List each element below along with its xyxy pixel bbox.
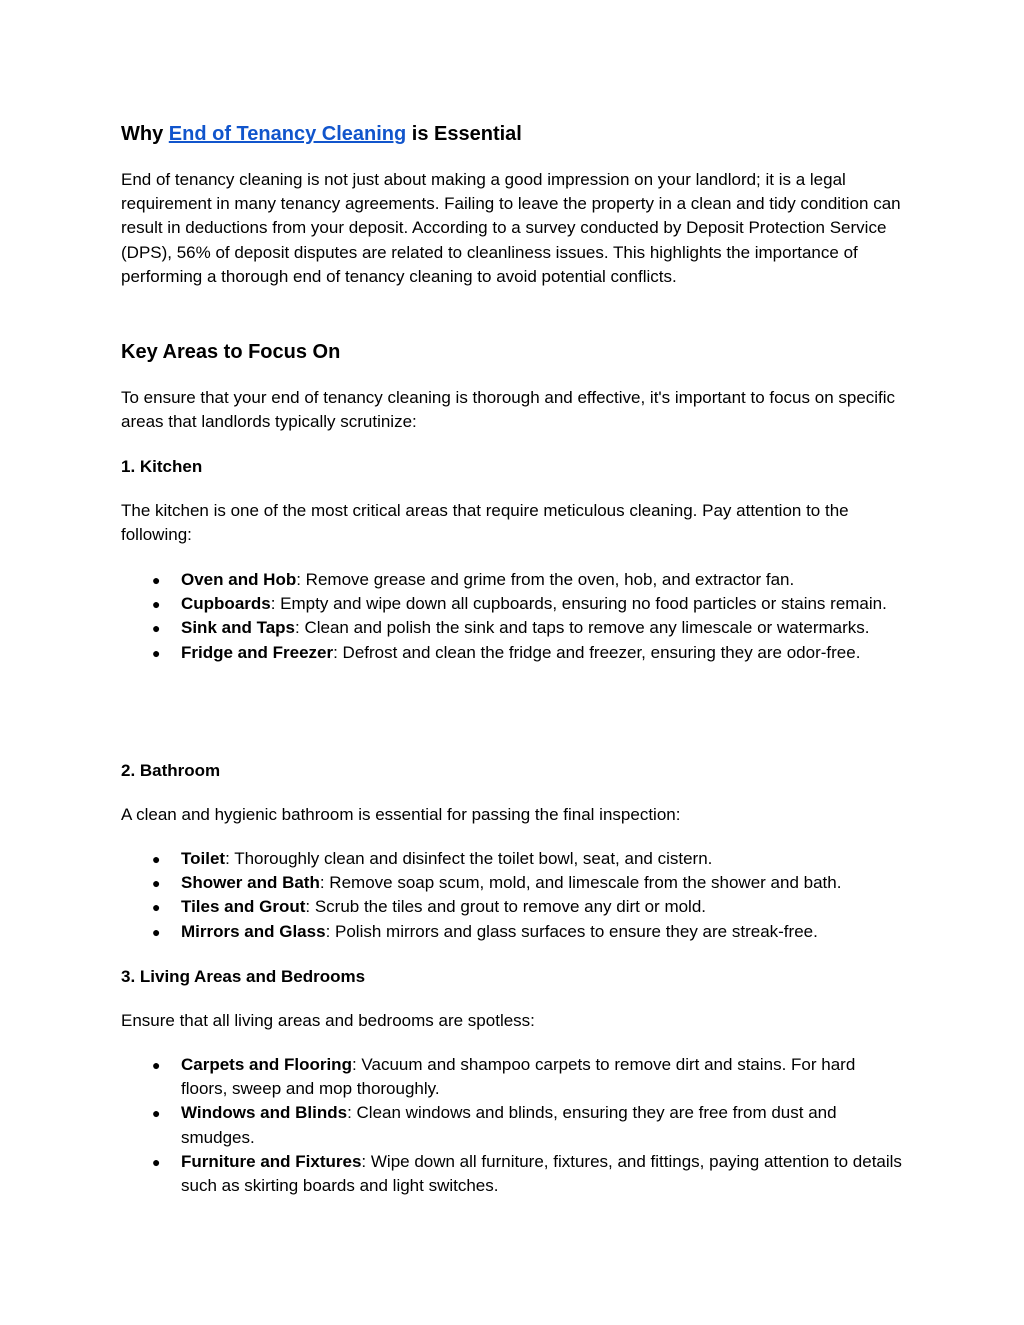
item-term: Windows and Blinds	[181, 1103, 348, 1123]
item-text: : Scrub the tiles and grout to remove any dirt or mold.	[305, 897, 707, 917]
item-term: Furniture and Fixtures	[181, 1151, 362, 1171]
list-item	[121, 1053, 906, 1101]
list-item	[121, 641, 906, 665]
heading-why-essential	[121, 121, 522, 147]
bullet-icon: ●	[152, 1057, 161, 1073]
item-text: : Clean and polish the sink and taps to remove any limescale or watermarks.	[295, 618, 870, 638]
heading-prefix: Why	[121, 123, 169, 145]
item-term: Carpets and Flooring	[181, 1055, 352, 1074]
item-term: Oven and Hob	[181, 570, 297, 589]
kitchen-list	[121, 568, 906, 665]
bullet-icon: ●	[152, 620, 161, 637]
list-item	[121, 920, 906, 944]
item-term: Mirrors and Glass	[181, 921, 326, 941]
list-item	[121, 847, 906, 871]
key-areas-paragraph: To ensure that your end of tenancy cleaning is thorough and effective, it's important to focus on specific areas that landlords typically scrutinize:	[121, 388, 896, 432]
heading-bathroom: 2. Bathroom	[121, 761, 221, 780]
kitchen-paragraph: The kitchen is one of the most critical areas that require meticulous cleaning. Pay attention to the following:	[121, 501, 849, 545]
item-term: Fridge and Freezer	[181, 642, 334, 662]
item-term: Toilet	[181, 849, 226, 868]
bathroom-paragraph: A clean and hygienic bathroom is essential for passing the final inspection:	[121, 805, 681, 824]
item-text: : Clean windows and blinds, ensuring they are free from dust and smudges.	[181, 1103, 837, 1147]
bullet-icon: ●	[152, 596, 161, 613]
heading-suffix: is Essential	[406, 123, 522, 145]
item-text: : Wipe down all furniture, fixtures, and fittings, paying attention to details such as skirting boards and light switches.	[181, 1151, 902, 1196]
item-term: Cupboards	[181, 594, 271, 614]
bullet-icon: ●	[152, 923, 161, 940]
bullet-icon: ●	[152, 899, 161, 916]
bathroom-list	[121, 847, 906, 944]
item-text: : Remove soap scum, mold, and limescale from the shower and bath.	[319, 873, 842, 893]
item-text: : Polish mirrors and glass surfaces to ensure they are streak-free.	[325, 921, 818, 941]
living-list	[121, 1053, 906, 1198]
list-item	[121, 895, 906, 919]
list-item	[121, 616, 906, 640]
bullet-icon: ●	[152, 851, 161, 867]
bullet-icon: ●	[152, 644, 161, 661]
item-text: : Vacuum and shampoo carpets to remove dirt and stains. For hard floors, sweep and mop thoroughly.	[181, 1055, 856, 1099]
item-text: : Thoroughly clean and disinfect the toilet bowl, seat, and cistern.	[225, 849, 713, 868]
heading-key-areas: Key Areas to Focus On	[121, 341, 341, 363]
list-item	[121, 1150, 906, 1198]
intro-paragraph: End of tenancy cleaning is not just about making a good impression on your landlord; it is a legal requirement in many tenancy agreements. Failing to leave the property in a clean and tidy condition can result in deductions from your deposit. According to a survey conducted by Deposit Protection Service (DPS), 56% of deposit disputes are related to cleanliness issues. This highlights the importance of performing a thorough end of tenancy cleaning to avoid potential conflicts.	[121, 170, 901, 286]
bullet-icon: ●	[152, 875, 161, 892]
bullet-icon: ●	[152, 1105, 161, 1122]
end-of-tenancy-cleaning-link[interactable]: End of Tenancy Cleaning	[168, 123, 407, 145]
living-paragraph: Ensure that all living areas and bedrooms are spotless:	[121, 1011, 535, 1030]
item-term: Tiles and Grout	[181, 897, 306, 917]
item-text: : Remove grease and grime from the oven, hob, and extractor fan.	[296, 570, 795, 589]
item-term: Sink and Taps	[181, 618, 295, 638]
bullet-icon: ●	[152, 572, 161, 588]
list-item	[121, 568, 906, 592]
item-term: Shower and Bath	[181, 873, 320, 893]
heading-kitchen: 1. Kitchen	[121, 457, 203, 476]
bullet-icon: ●	[152, 1153, 161, 1170]
heading-living-areas: 3. Living Areas and Bedrooms	[121, 967, 366, 986]
list-item	[121, 592, 906, 616]
item-text: : Defrost and clean the fridge and freezer, ensuring they are odor-free.	[333, 642, 861, 662]
list-item	[121, 1101, 906, 1149]
list-item	[121, 871, 906, 895]
item-text: : Empty and wipe down all cupboards, ensuring no food particles or stains remain.	[270, 594, 887, 614]
